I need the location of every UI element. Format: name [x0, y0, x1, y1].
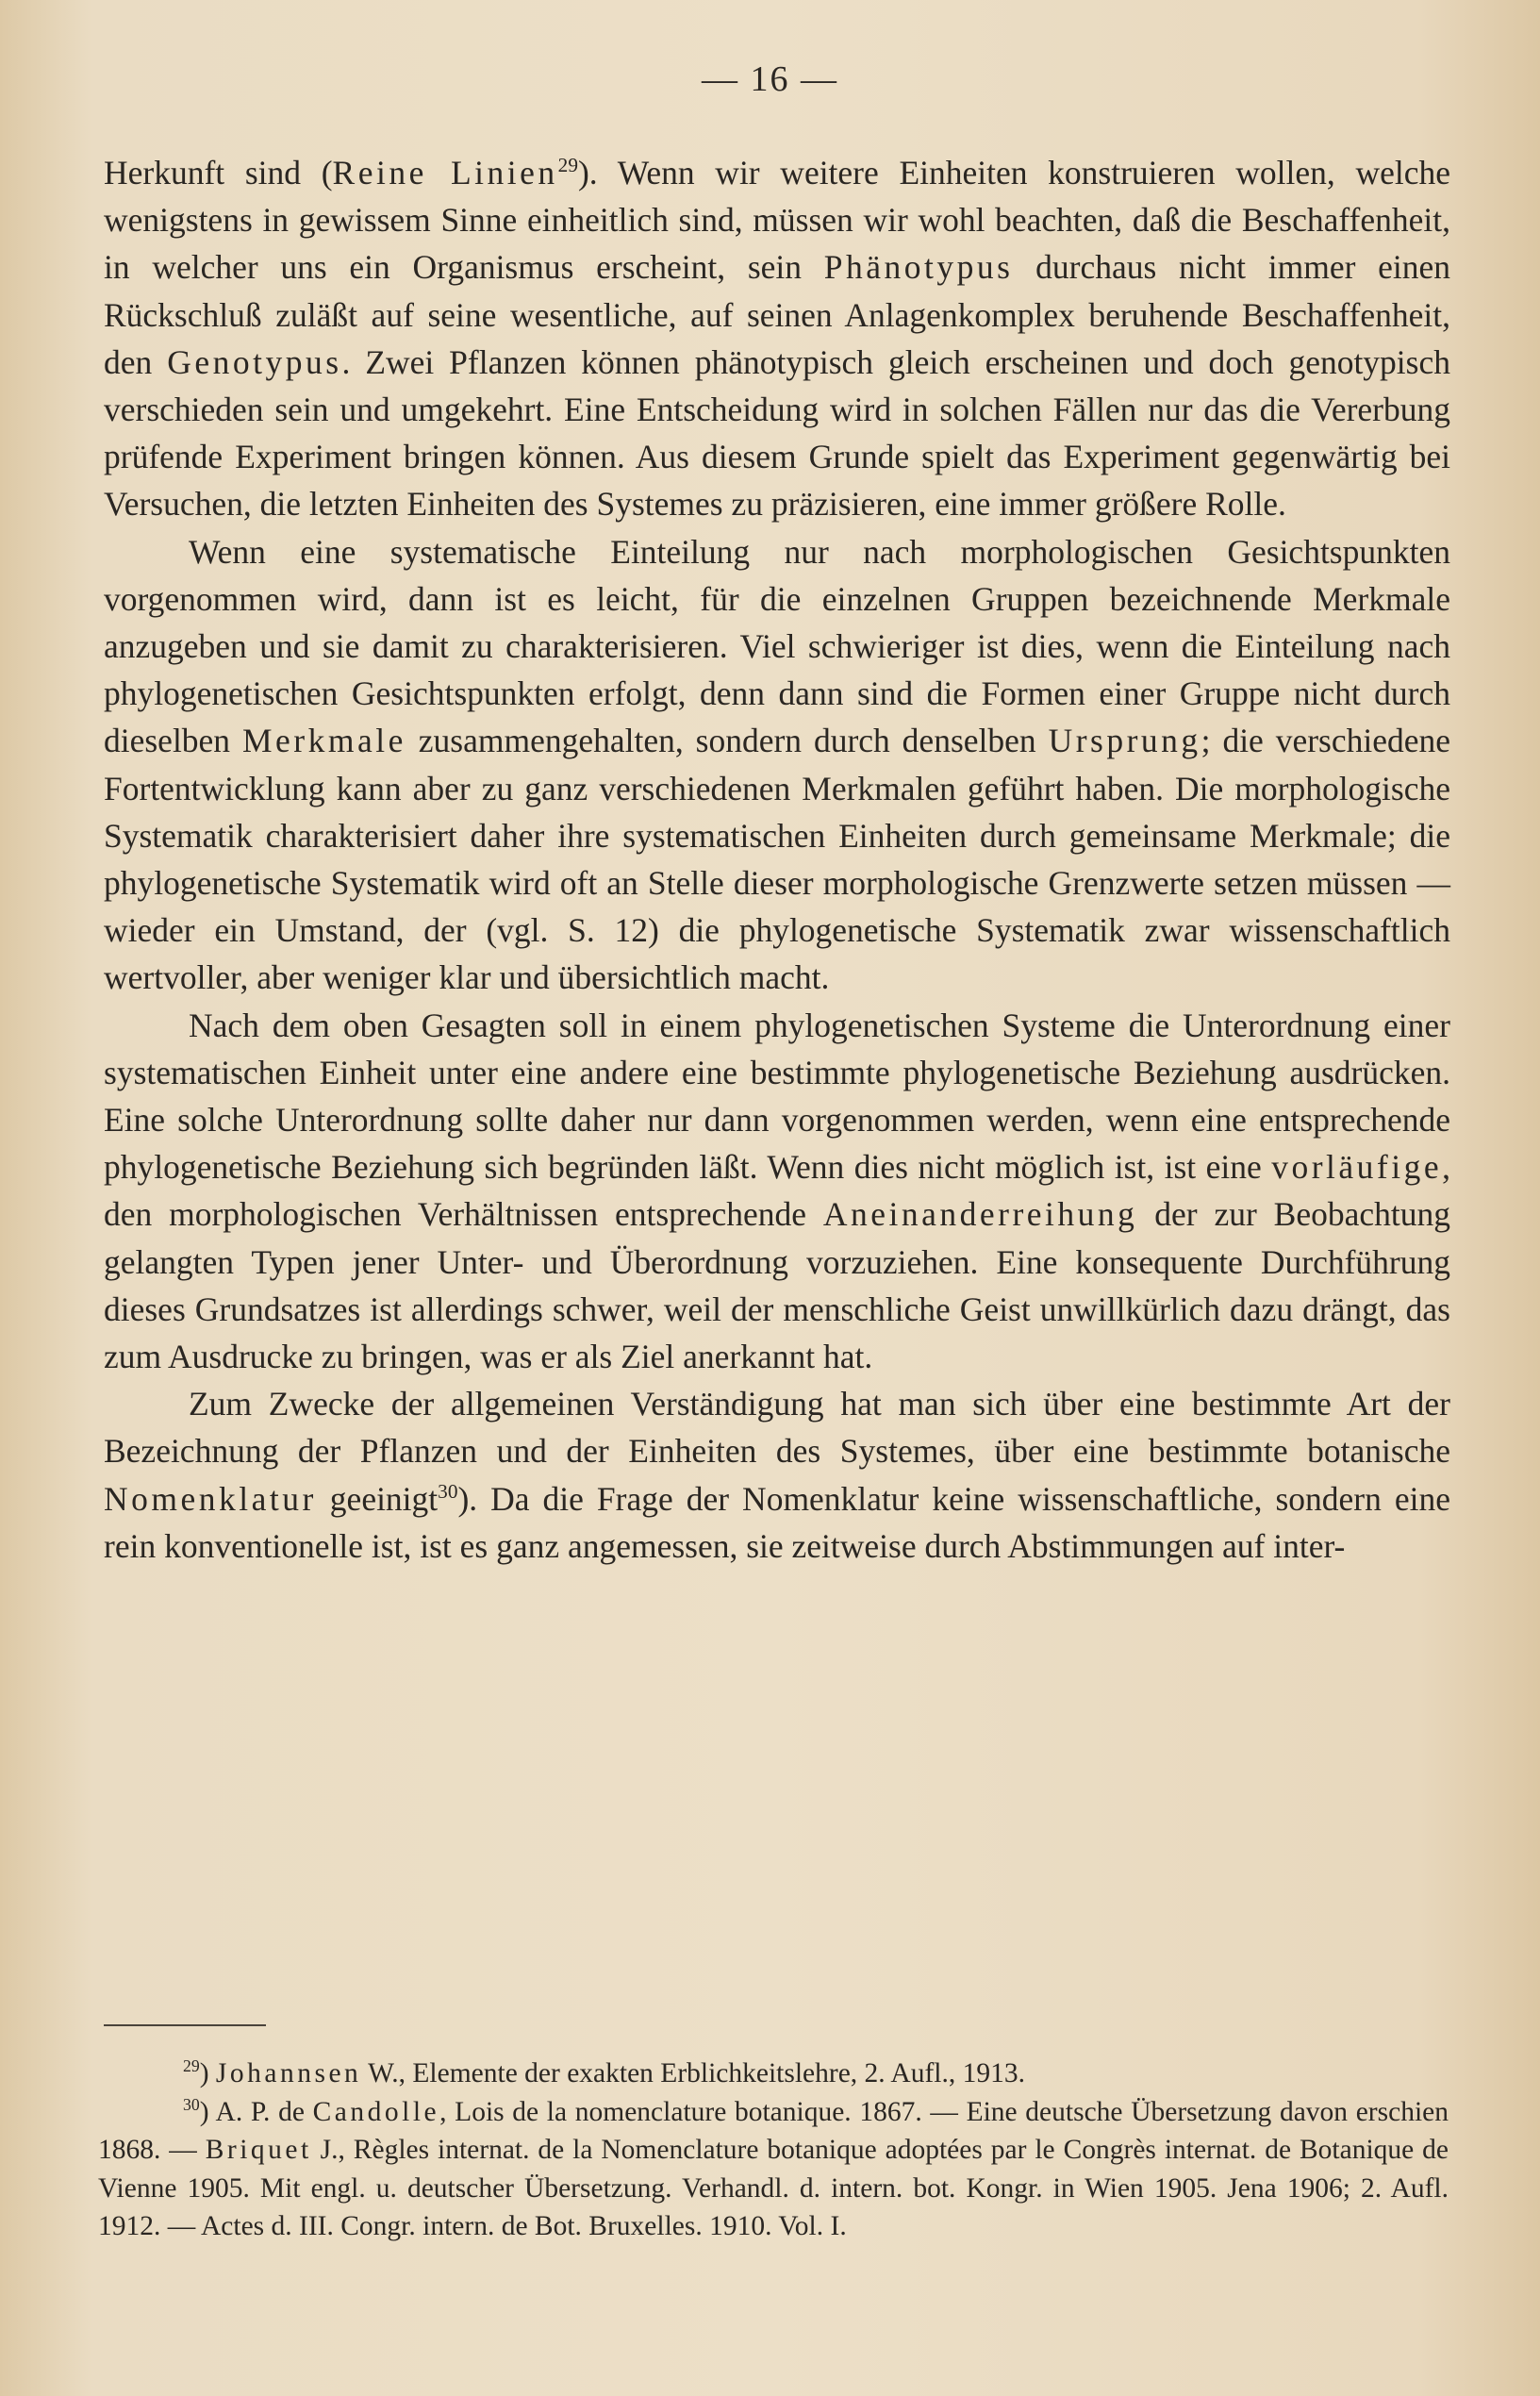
paragraph-4: [104, 1380, 1450, 1570]
spaced-term: Nomenklatur: [104, 1479, 317, 1518]
text-run: Nach dem oben Gesagten soll in einem phylogenetischen Systeme die Unterordnung einer systematischen Einheit unter eine andere eine bestimmte phylogenetische Beziehung ausdrücken. Eine solche Unterordnung sollte daher nur dann vorgenommen werden, wenn eine entsprechende phylogenetische Beziehung sich begründen läßt. Wenn dies nicht möglich ist, ist eine: [104, 1006, 1450, 1187]
paragraph-2: [104, 528, 1450, 1002]
text-run: , Lois de la nomenclature botanique. 1867. — Eine deutsche Übersetzung davon erschien 1868. —: [98, 2096, 1449, 2165]
text-run: ): [199, 2058, 216, 2088]
text-run: Zum Zwecke der allgemeinen Verständigung hat man sich über eine bestimmte Art der Bezeichnung der Pflanzen und der Einheiten des Systemes, über eine bestimmte botanische: [104, 1385, 1450, 1471]
footnote-29: [98, 2055, 1449, 2093]
text-run: zusammengehalten, sondern durch denselben: [406, 722, 1049, 760]
paragraph-3: [104, 1002, 1450, 1381]
spaced-term: Aneinanderreihung: [822, 1195, 1138, 1234]
text-run: Wenn eine systematische Einteilung nur nach morphologischen Gesichtspunkten vorgenommen wird, dann ist es leicht, für die einzelnen Gruppen bezeichnende Merkmale anzugeben und sie damit zu charakterisieren. Viel schwieriger ist dies, wenn die Einteilung nach phylogenetischen Gesichtspunkten erfolgt, denn dann sind die Formen einer Gruppe nicht durch dieselben: [104, 532, 1450, 760]
spaced-term: vorläufige: [1271, 1148, 1443, 1187]
footnote-mark: 30: [183, 2094, 200, 2114]
paragraph-1: [104, 149, 1450, 528]
author-name: Johannsen: [215, 2058, 362, 2088]
spaced-term: Reine Linien: [332, 154, 558, 191]
author-name: Candolle: [312, 2096, 440, 2127]
text-run: ) A. P. de: [199, 2096, 313, 2127]
text-run: der zur Beobachtung gelangten Typen jener Unter- und Überordnung vorzuziehen. Eine konsequente Durchführung dieses Grundsatzes ist allerdings schwer, weil der menschliche Geist unwillkürlich dazu drängt, das zum Ausdrucke zu bringen, was er als Ziel anerkannt hat.: [104, 1195, 1450, 1376]
main-text: [104, 149, 1450, 1570]
footnote-ref-30[interactable]: 30: [438, 1479, 458, 1503]
text-run: ). Wenn wir weitere Einheiten konstruieren wollen, welche wenigstens in gewissem Sinne einheitlich sind, müssen wir wohl beachten, daß die Beschaffenheit, in welcher uns ein Organismus erscheint, sein: [104, 154, 1450, 287]
footnote-ref-29[interactable]: 29: [557, 154, 578, 177]
author-name: Briquet: [205, 2135, 312, 2165]
text-run: W., Elemente der exakten Erblichkeitslehre, 2. Aufl., 1913.: [361, 2058, 1026, 2088]
footnote-divider: [104, 2024, 266, 2026]
text-run: durchaus nicht immer einen Rückschluß zuläßt auf seine wesentliche, auf seinen Anlagenkomplex beruhende Beschaffenheit, den: [104, 248, 1450, 381]
text-run: ). Da die Frage der Nomenklatur keine wissenschaftliche, sondern eine rein konventionelle ist, ist es ganz angemessen, sie zeitweise durch Abstimmungen auf inter-: [104, 1479, 1451, 1565]
spaced-term: Genotypus: [167, 342, 342, 381]
footnotes: [98, 2055, 1449, 2246]
footnote-30: [98, 2093, 1449, 2246]
text-run: . Zwei Pflanzen können phänotypisch gleich erscheinen und doch genotypisch verschieden sein und umgekehrt. Eine Entscheidung wird in solchen Fällen nur das die Vererbung prüfende Experiment bringen können. Aus diesem Grunde spielt das Experiment gegenwärtig bei Versuchen, die letzten Einheiten des Systemes zu präzisieren, eine immer größere Rolle.: [104, 342, 1450, 524]
spaced-term: Ursprung: [1048, 722, 1201, 760]
text-run: J., Règles internat. de la Nomenclature botanique adoptées par le Congrès internat. de Botanique de Vienne 1905. Mit engl. u. deutscher Übersetzung. Verhandl. d. intern. bot. Kongr. in Wien 1905. Jena 1906; 2. Aufl. 1912. — Actes d. III. Congr. intern. de Bot. Bruxelles. 1910. Vol. I.: [98, 2135, 1449, 2241]
text-run: , den morphologischen Verhältnissen entsprechende: [104, 1148, 1450, 1234]
text-run: geeinigt: [316, 1479, 439, 1518]
text-run: ; die verschiedene Fortentwicklung kann aber zu ganz verschiedenen Merkmalen geführt haben. Die morphologische Systematik charakterisiert daher ihre systematischen Einheiten durch gemeinsame Merkmale; die phylogenetische Systematik wird oft an Stelle dieser morphologische Grenzwerte setzen müssen — wieder ein Umstand, der (vgl. S. 12) die phylogenetische Systematik zwar wissenschaftlich wertvoller, aber weniger klar und übersichtlich macht.: [104, 722, 1451, 997]
text-run: Herkunft sind (: [104, 154, 333, 191]
page-number: — 16 —: [702, 59, 838, 99]
spaced-term: Merkmale: [241, 722, 406, 760]
footnote-mark: 29: [183, 2056, 200, 2076]
spaced-term: Phänotypus: [823, 248, 1014, 287]
